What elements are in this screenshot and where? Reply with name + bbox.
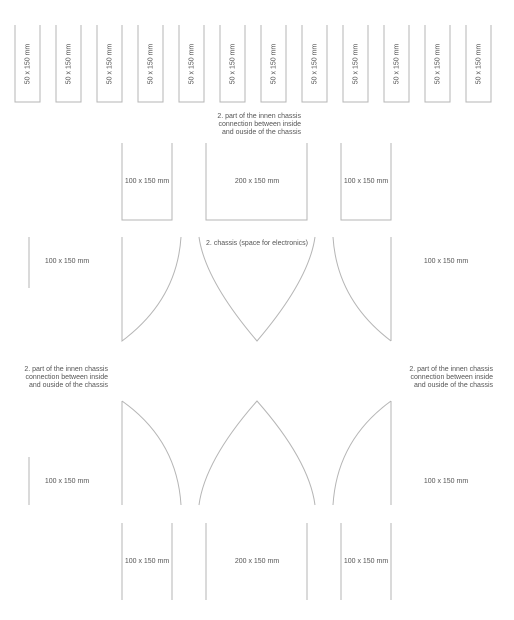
panel-top-left-label: 100 x 150 mm [124,178,170,185]
panel-top-center-label: 200 x 150 mm [234,178,280,185]
left-note [8,366,108,390]
panel-mid-right-label: 100 x 150 mm [423,258,469,265]
curve-lower-right [333,401,391,505]
strip-label: 50 x 150 mm [311,43,319,85]
curve-upper-right [333,237,391,341]
strip-label: 50 x 150 mm [434,43,442,85]
panel-bottom-center-label: 200 x 150 mm [234,558,280,565]
top-note [201,113,301,137]
top-note-line: 2. part of the innen chassis [217,113,301,120]
right-note-line: 2. part of the innen chassis [409,366,493,373]
strip-label: 50 x 150 mm [24,43,32,85]
panel-low-left-label: 100 x 150 mm [44,478,90,485]
strip-label: 50 x 150 mm [270,43,278,85]
panel-mid-left-label: 100 x 150 mm [44,258,90,265]
strip-label: 50 x 150 mm [65,43,73,85]
curve-lower-left [122,401,181,505]
chassis-label: 2. chassis (space for electronics) [206,240,308,247]
strip-outlines [15,25,491,102]
panel-top-right-label: 100 x 150 mm [343,178,389,185]
top-note-line: and ouside of the chassis [222,129,301,136]
curve-upper-left [122,237,181,341]
panel-low-right-label: 100 x 150 mm [423,478,469,485]
right-note [393,366,493,390]
strip-label: 50 x 150 mm [106,43,114,85]
top-note-line: connection between inside [218,121,301,128]
panel-bottom-right-label: 100 x 150 mm [343,558,389,565]
strip-label: 50 x 150 mm [393,43,401,85]
right-note-line: and ouside of the chassis [414,382,493,389]
curve-upper-center [199,237,315,341]
strip-label: 50 x 150 mm [352,43,360,85]
right-note-line: connection between inside [410,374,493,381]
left-note-line: and ouside of the chassis [29,382,108,389]
curve-lower-center [199,401,315,505]
strip-label: 50 x 150 mm [188,43,196,85]
strip-label: 50 x 150 mm [147,43,155,85]
panel-bottom-left-label: 100 x 150 mm [124,558,170,565]
left-note-line: 2. part of the innen chassis [24,366,108,373]
left-note-line: connection between inside [25,374,108,381]
strip-label: 50 x 150 mm [475,43,483,85]
strip-label: 50 x 150 mm [229,43,237,85]
